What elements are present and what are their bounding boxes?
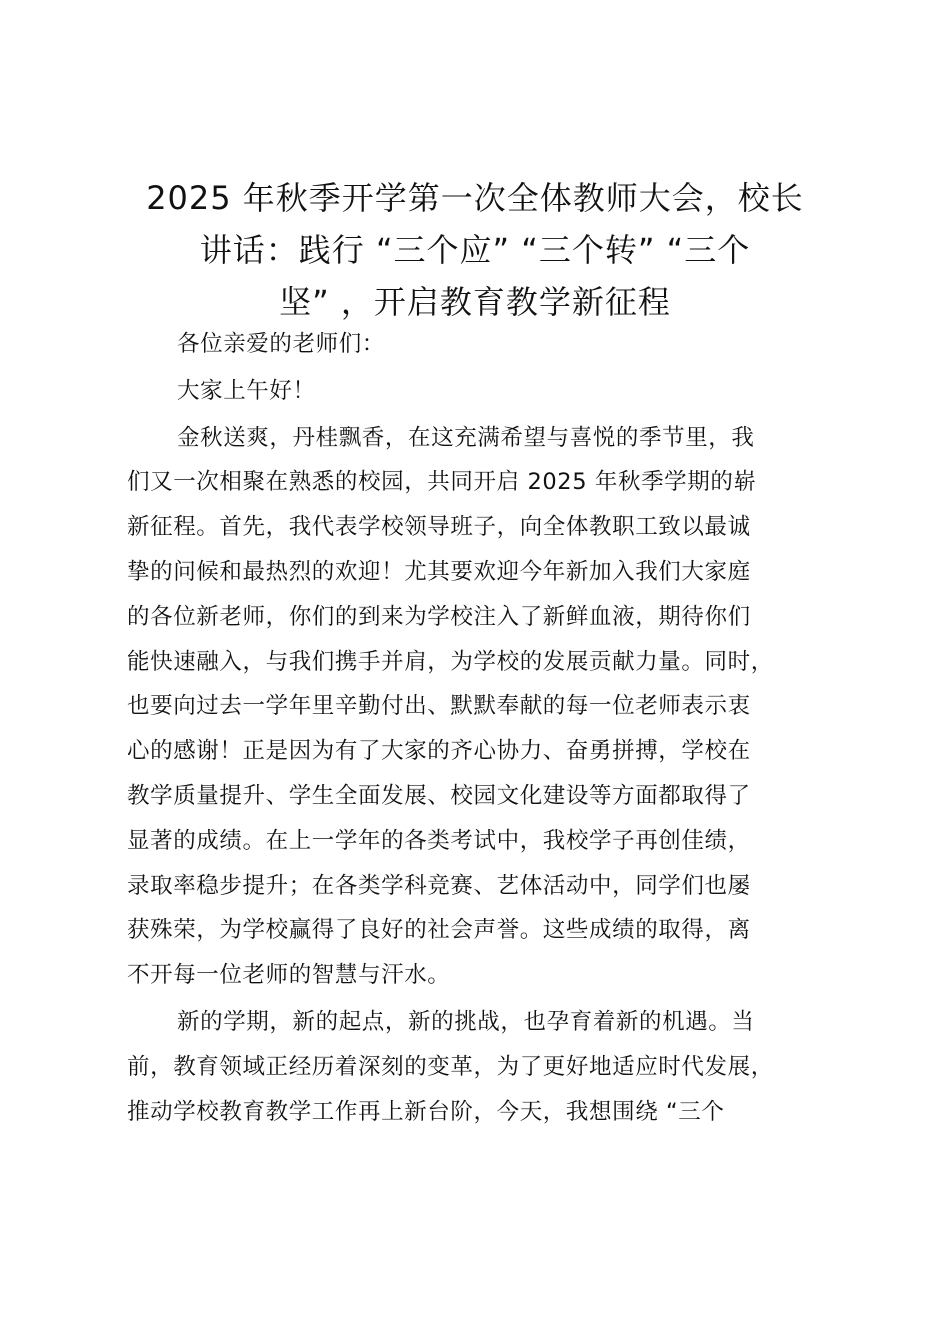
text-line: 能快速融入，与我们携手并肩，为学校的发展贡献力量。同时， (127, 648, 774, 675)
greeting-paragraph (127, 369, 857, 414)
text-line: 各位亲爱的老师们： (177, 331, 385, 357)
document-title (110, 172, 840, 328)
text-line: 大家上午好！ (177, 377, 316, 404)
text-line: 的各位新老师，你们的到来为学校注入了新鲜血液，期待你们 (127, 603, 751, 630)
text-line: 心的感谢！正是因为有了大家的齐心协力、奋勇拼搏，学校在 (127, 738, 751, 765)
text-line: 新的学期，新的起点，新的挑战，也孕育着新的机遇。当 (177, 1008, 755, 1035)
text-line: 前，教育领域正经历着深刻的变革，为了更好地适应时代发展， (127, 1053, 774, 1080)
text-line: 挚的问候和最热烈的欢迎！尤其要欢迎今年新加入我们大家庭 (127, 558, 751, 585)
body-paragraph (127, 416, 857, 998)
text-line: 录取率稳步提升；在各类学科竞赛、艺体活动中，同学们也屡 (127, 872, 751, 899)
text-line: 获殊荣，为学校赢得了良好的社会声誉。这些成绩的取得，离 (127, 917, 751, 944)
text-line: 显著的成绩。在上一学年的各类考试中，我校学子再创佳绩， (127, 827, 751, 854)
text-line: 金秋送爽，丹桂飘香，在这充满希望与喜悦的季节里，我 (177, 424, 755, 451)
text-line: 们又一次相聚在熟悉的校园，共同开启 2025 年秋季学期的崭 (127, 469, 757, 496)
body-paragraph (127, 1000, 857, 1134)
title-line: 讲话：践行 “三个应” “三个转” “三个 (199, 231, 751, 269)
text-line: 新征程。首先，我代表学校领导班子，向全体教职工致以最诚 (127, 514, 751, 541)
document-body (127, 322, 857, 1134)
text-line: 推动学校教育教学工作再上新台阶，今天，我想围绕 “三个 (127, 1098, 725, 1125)
title-line: 坚” ，开启教育教学新征程 (279, 283, 671, 321)
text-line: 教学质量提升、学生全面发展、校园文化建设等方面都取得了 (127, 782, 751, 809)
salutation-paragraph (127, 322, 857, 367)
text-line: 不开每一位老师的智慧与汗水。 (127, 962, 451, 989)
text-line: 也要向过去一学年里辛勤付出、默默奉献的每一位老师表示衷 (127, 693, 751, 720)
title-line: 2025 年秋季开学第一次全体教师大会，校长 (146, 179, 804, 217)
